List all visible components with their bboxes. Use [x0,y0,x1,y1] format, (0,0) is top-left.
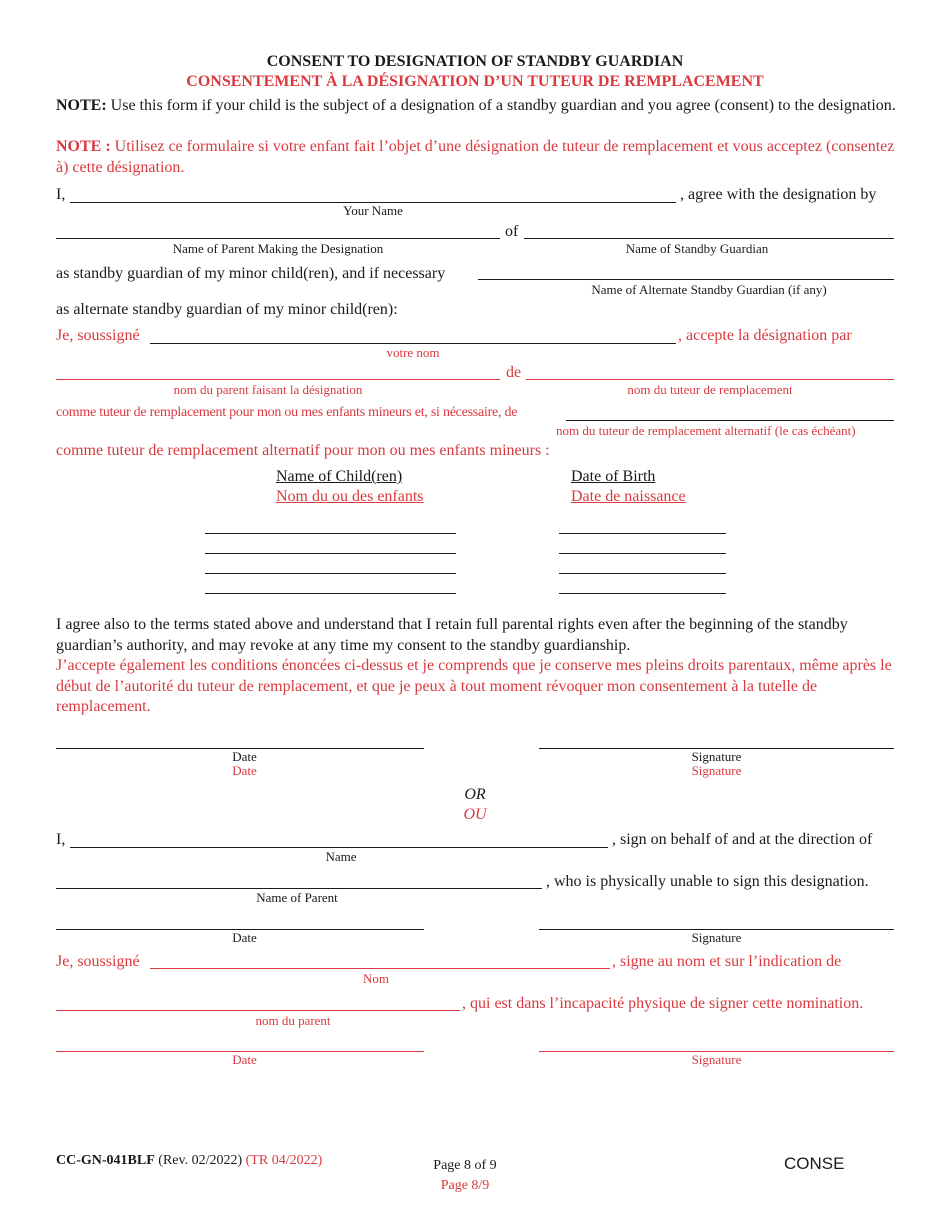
child-name-field[interactable] [205,533,456,534]
agreement-en: I agree also to the terms stated above and understand that I retain full parental rights even after the beginning of the standby guardian’s authority, and may revoke at any time my consent to the standby guardianship. [56,616,848,654]
tuteur-fr-field[interactable] [526,379,894,380]
nom-parent-field[interactable] [56,1010,460,1011]
signer-name-field[interactable] [70,847,608,848]
i-label: I, [56,186,66,203]
form-id: CC-GN-041BLF [56,1153,155,1168]
signature-label-en: Signature [691,749,742,764]
your-name-label: Your Name [343,203,403,218]
note-label-en: NOTE: [56,97,107,114]
de-label: de [506,364,522,381]
title-en: CONSENT TO DESIGNATION OF STANDBY GUARDIAN [266,53,684,70]
standby-guardian-field[interactable] [524,238,894,239]
note-text-fr: Utilisez ce formulaire si votre enfant fait l’objet d’une désignation de tuteur de remplacement et vous acceptez (consentez à) cette désignation. [56,138,895,176]
dob-header-fr: Date de naissance [571,488,686,505]
alternate-guardian-field[interactable] [478,279,894,280]
of-label: of [505,223,519,240]
child-dob-field[interactable] [559,573,726,574]
alternatif-fr-field[interactable] [566,420,894,421]
alternate-guardian-label: Name of Alternate Standby Guardian (if any) [591,282,827,297]
or-en: OR [464,786,486,803]
note-text-en: Use this form if your child is the subject of a designation of a standby guardian and you agree (consent) to the designation. [106,97,896,114]
date-label-en: Date [232,749,257,764]
form-id-line [56,1152,322,1170]
signer-name-label: Name [325,849,357,864]
unable-text: , who is physically unable to sign this designation. [546,873,869,890]
parent-name-label: Name of Parent Making the Designation [172,241,384,256]
nom-parent-label: nom du parent [255,1013,331,1028]
child-name-field[interactable] [205,573,456,574]
comme-tuteur-text: comme tuteur de remplacement pour mon ou mes enfants mineurs et, si nécessaire, de [56,405,518,420]
incapacite-text: , qui est dans l’incapacité physique de signer cette nomination. [462,995,864,1012]
parent-fr-label: nom du parent faisant la désignation [173,382,363,397]
as-standby-text: as standby guardian of my minor child(ren), and if necessary [56,265,446,282]
parent-name-field[interactable] [56,238,500,239]
i-label-2: I, [56,831,66,848]
form-tag: CONSE [784,1154,845,1173]
date-label-fr: Date [232,763,257,778]
child-name-header-fr: Nom du ou des enfants [276,488,424,505]
je-soussigne-2: Je, soussigné [56,953,140,970]
votre-nom-label: votre nom [386,345,440,360]
page-number-en: Page 8 of 9 [433,1158,497,1173]
child-dob-field[interactable] [559,533,726,534]
accepte-text: , accepte la désignation par [678,327,852,344]
signe-text: , signe au nom et sur l’indication de [612,953,842,970]
child-name-field[interactable] [205,593,456,594]
date-fr-label: Date [232,1052,257,1067]
note-fr [56,137,896,178]
child-dob-field[interactable] [559,553,726,554]
alternatif-fr-label: nom du tuteur de remplacement alternatif (le cas échéant) [556,423,856,438]
signature-label-fr: Signature [691,763,742,778]
votre-nom-field[interactable] [150,343,676,344]
parent-fr-field[interactable] [56,379,500,380]
agreement-fr: J’accepte également les conditions énoncées ci-dessus et je comprends que je conserve mes pleins droits parentaux, même après le début de l’autorité du tuteur de remplacement, et que je peux à tout moment révoquer mon consentement à la tutelle de remplacement. [56,657,892,715]
nom-label: Nom [363,971,389,986]
tuteur-fr-label: nom du tuteur de remplacement [627,382,793,397]
child-name-header-en: Name of Child(ren) [276,468,403,485]
child-dob-field[interactable] [559,593,726,594]
form-rev: (Rev. 02/2022) [154,1153,246,1168]
standby-guardian-label: Name of Standby Guardian [625,241,769,256]
note-label-fr: NOTE : [56,138,111,155]
form-tr: (TR 04/2022) [245,1153,323,1168]
as-alternate-text: as alternate standby guardian of my minor child(ren): [56,301,398,318]
comme-alternatif-text: comme tuteur de remplacement alternatif pour mon ou mes enfants mineurs : [56,442,550,459]
je-soussigne: Je, soussigné [56,327,140,344]
parent-name-2-field[interactable] [56,888,542,889]
sign-on-behalf-text: , sign on behalf of and at the direction of [612,831,873,848]
title-fr: CONSENTEMENT À LA DÉSIGNATION D’UN TUTEUR DE REMPLACEMENT [186,73,764,90]
page-number-fr: Page 8/9 [440,1178,490,1193]
signature-fr-label: Signature [691,1052,742,1067]
note-en [56,96,896,117]
signature-label-2: Signature [691,930,742,945]
or-fr: OU [463,806,487,823]
date-label-2: Date [232,930,257,945]
dob-header-en: Date of Birth [571,468,656,485]
parent-name-2-label: Name of Parent [256,890,338,905]
nom-field[interactable] [150,968,610,969]
child-name-field[interactable] [205,553,456,554]
agree-by-text: , agree with the designation by [680,186,877,203]
